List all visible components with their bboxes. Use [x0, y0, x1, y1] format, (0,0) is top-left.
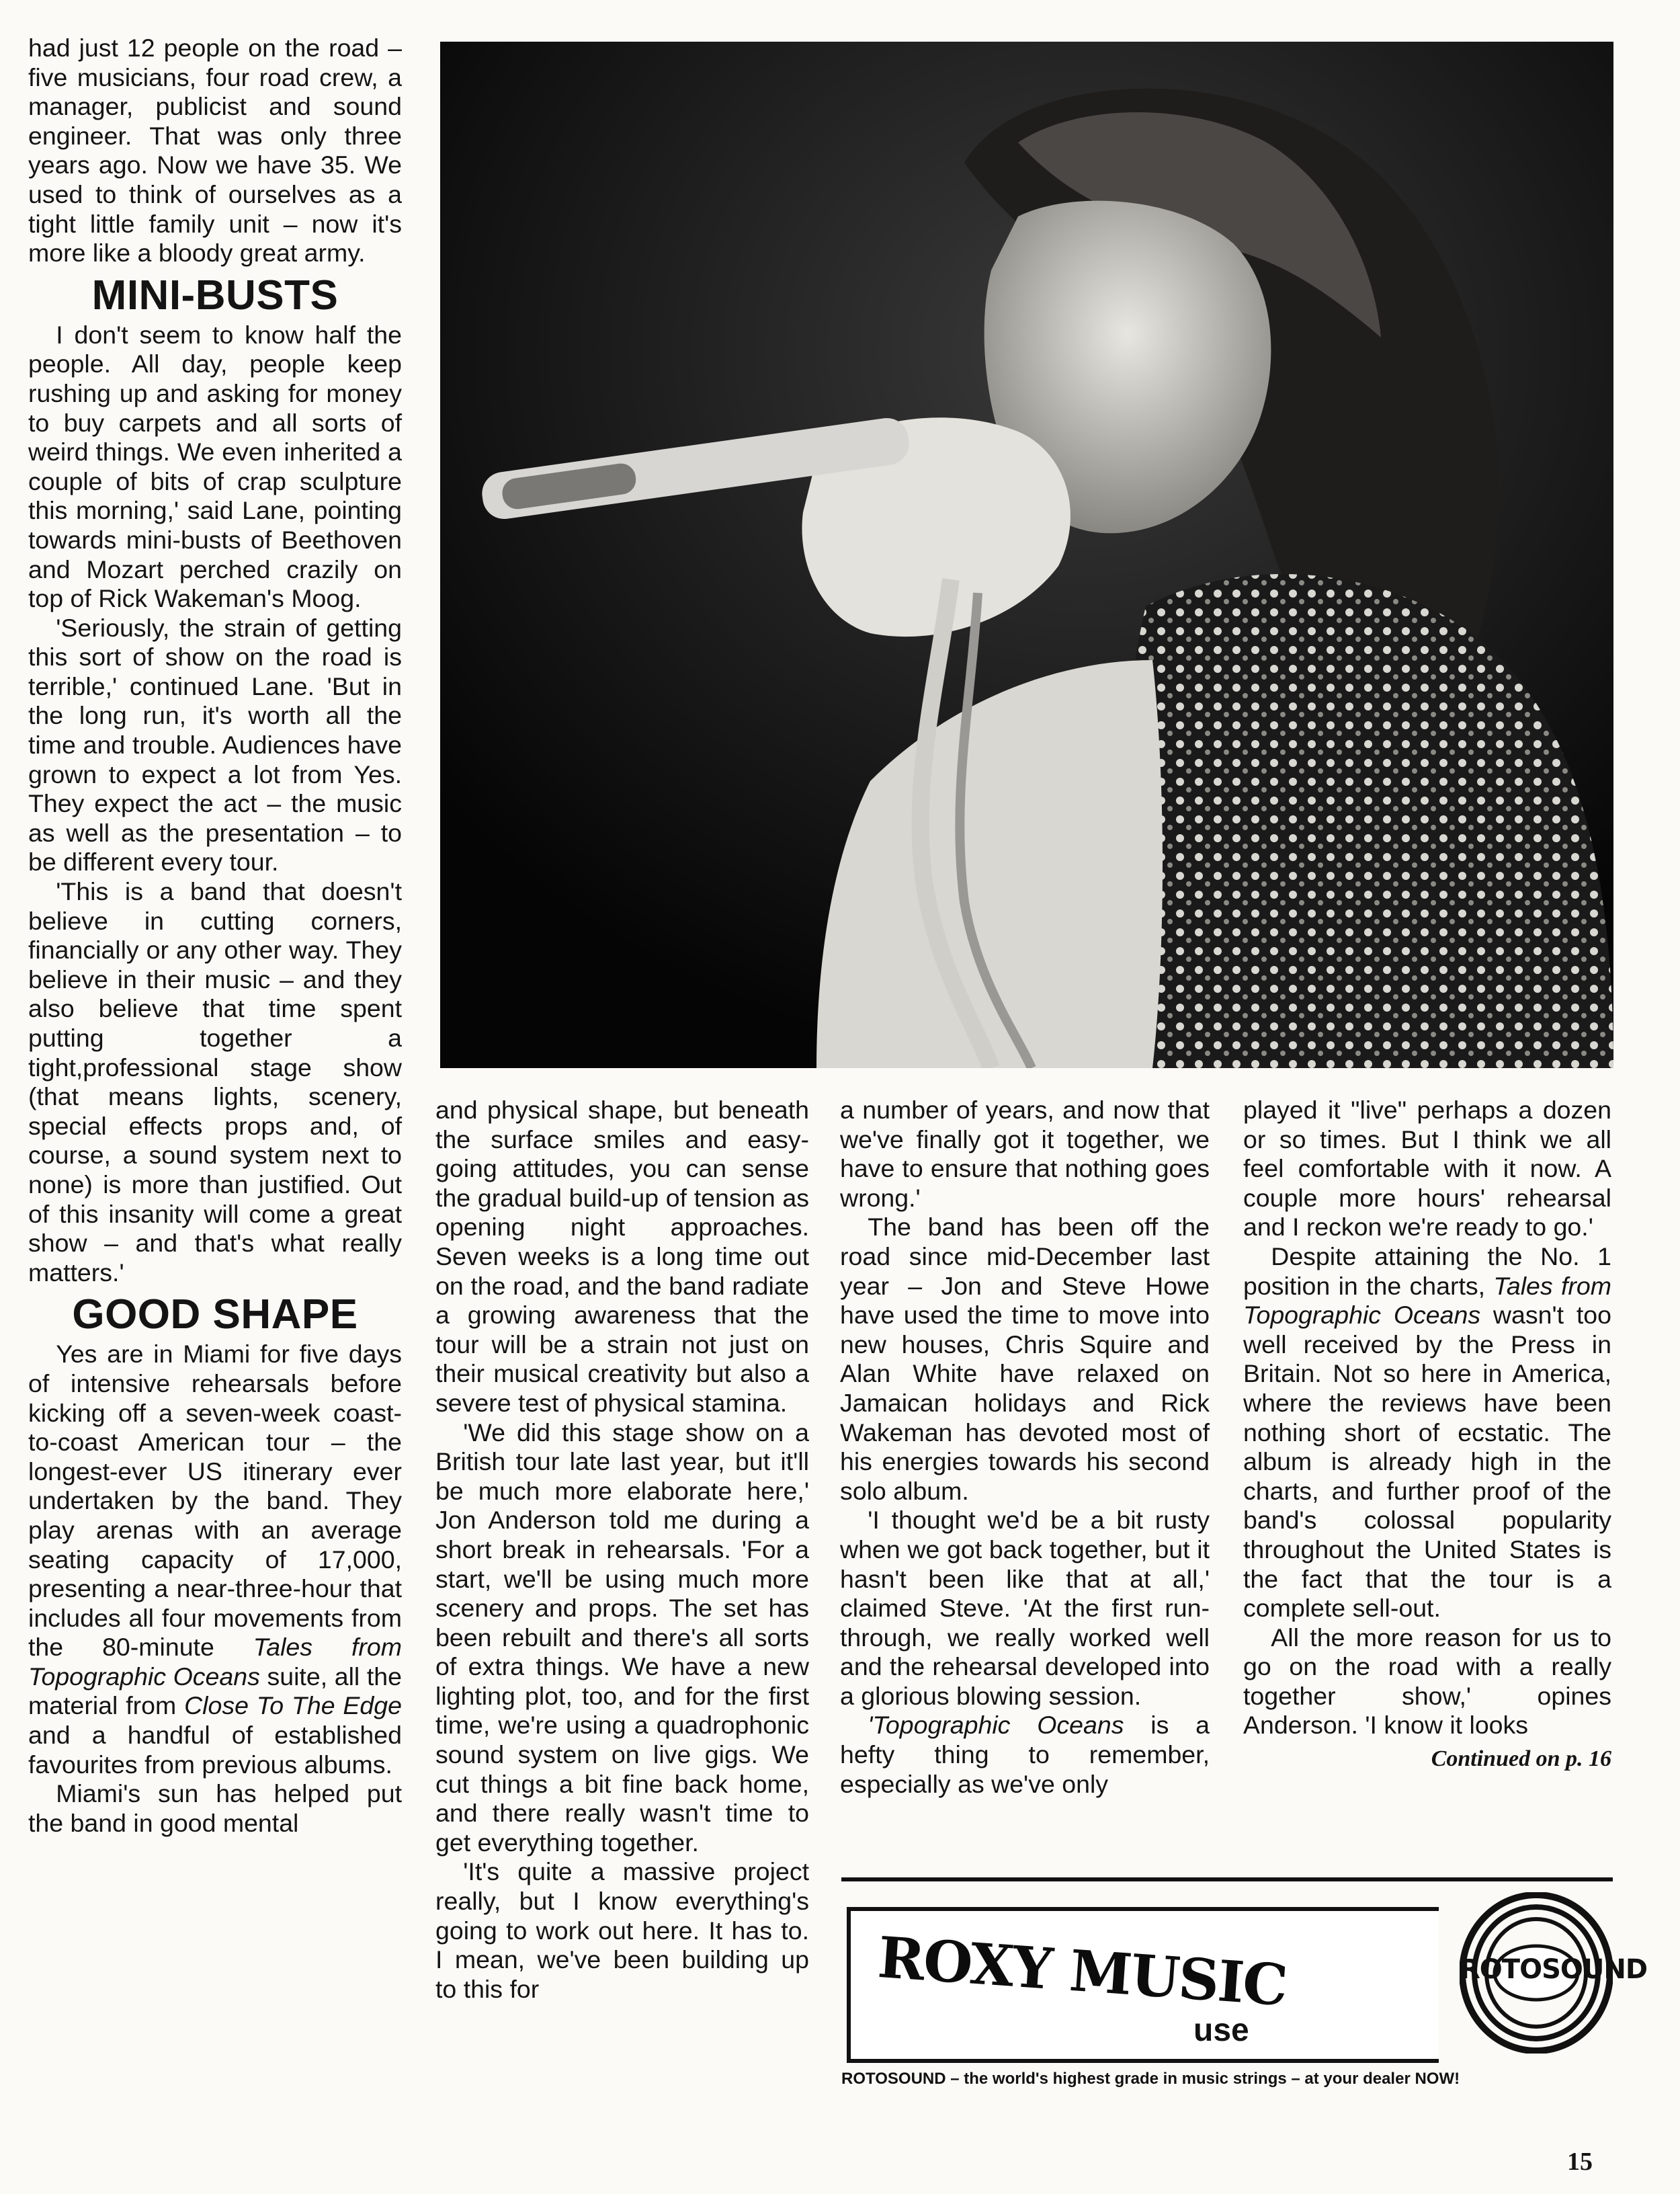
photo-singer-with-microphone [440, 42, 1613, 1068]
article-column-4 [1243, 1096, 1611, 1774]
paragraph: 'This is a band that doesn't believe in cutting corners, financially or any other way. They believe in their music – and they also believe that time spent putting together a tight,professional stage show (that means lights, scenery, special effects props and, of course, a sound system next to none) is more than justified. Out of this insanity will come a great show – and that's what really matters.' [28, 877, 402, 1287]
paragraph: played it "live" perhaps a dozen or so times. But I think we all feel comfortable with it now. A couple more hours' rehearsal and I reckon we're ready to go.' [1243, 1096, 1611, 1242]
section-heading-good-shape: GOOD SHAPE [72, 1291, 358, 1338]
text-run: Despite attaining the No. 1 position in the charts, [1243, 1242, 1611, 1300]
paragraph: and physical shape, but beneath the surface smiles and easy-going attitudes, you can sense the gradual build-up of tension as opening night approaches. Seven weeks is a long time out on the road, and the band radiate a growing awareness that the tour will be a strain not just on their musical creativity but also a severe test of physical stamina. [435, 1096, 809, 1417]
paragraph: 'It's quite a massive project really, but I know everything's going to work out here. It has to. I mean, we've been building up to this for [435, 1857, 809, 2003]
paragraph: All the more reason for us to go on the road with a really together show,' opines Anderson. 'I know it looks [1243, 1623, 1611, 1740]
rotosound-wordmark: ROTOSOUND [1460, 1954, 1648, 1985]
album-title: Tales from Topographic Oceans [1243, 1271, 1611, 1330]
rotosound-advert [841, 1877, 1648, 2093]
section-heading-mini-busts: MINI-BUSTS [91, 272, 339, 319]
rotosound-logo [1460, 1892, 1648, 2054]
paragraph: 'I thought we'd be a bit rusty when we got back together, but it hasn't been like that at all,' claimed Steve. 'At the first run-through, we really worked well and the rehearsal developed into a glorious blowing session. [840, 1506, 1210, 1710]
paragraph [1243, 1242, 1611, 1623]
continued-note: Continued on p. 16 [1431, 1746, 1611, 1772]
paragraph: The band has been off the road since mid-December last year – Jon and Steve Howe have used the time to move into new houses, Chris Squire and Alan White have relaxed on Jamaican holidays and Rick Wakeman has devoted most of his energies towards his second solo album. [840, 1213, 1210, 1505]
paragraph: Miami's sun has helped put the band in good mental [28, 1779, 402, 1837]
article-column-3 [840, 1096, 1210, 1799]
album-title: Tales from Topographic Oceans [28, 1633, 402, 1691]
paragraph: I don't seem to know half the people. All day, people keep rushing up and asking for money to buy carpets and all sorts of weird things. We even inherited a couple of bits of crap sculpture this morning,' said Lane, pointing towards mini-busts of Beethoven and Mozart perched crazily on top of Rick Wakeman's Moog. [28, 320, 402, 613]
paragraph: 'Seriously, the strain of getting this sort of show on the road is terrible,' continued Lane. 'But in the long run, it's worth all the time and trouble. Audiences have grown to expect a lot from Yes. They expect the act – the music as well as the presentation – to be different every tour. [28, 613, 402, 877]
article-column-1 [28, 34, 402, 1838]
text-run: is a hefty thing to remember, especially as we've only [840, 1711, 1210, 1798]
paragraph [28, 1340, 402, 1779]
text-run: Yes are in Miami for five days of intensive rehearsals before kicking off a seven-week coast-to-coast American tour – the longest-ever US itinerary ever undertaken by the band. They play arenas with an average seating capacity of 17,000, presenting a near-three-hour that includes all four movements from the 80-minute [28, 1340, 402, 1662]
paragraph: had just 12 people on the road – five musicians, four road crew, a manager, publicist and sound engineer. That was only three years ago. Now we have 35. We used to think of ourselves as a tight little family unit – now it's more like a bloody great army. [28, 34, 402, 268]
article-column-2 [435, 1096, 809, 2004]
paragraph [840, 1711, 1210, 1799]
text-run: suite, all the material from [28, 1662, 402, 1720]
singer-photo-icon [440, 42, 1613, 1068]
roxy-music-box [847, 1907, 1439, 2063]
text-run: wasn't too well received by the Press in Britain. Not so here in America, where the reviews have been nothing short of ecstatic. The album is already high in the charts, and further proof of the band's colossal popularity throughout the United States is the fact that the tour is a complete sell-out. [1243, 1301, 1611, 1623]
advert-rule [841, 1877, 1613, 1881]
paragraph: a number of years, and now that we've finally got it together, we have to ensure that nothing goes wrong.' [840, 1096, 1210, 1212]
album-title: 'Topographic Oceans [868, 1711, 1124, 1740]
album-title: Close To The Edge [184, 1691, 402, 1720]
paragraph: 'We did this stage show on a British tour late last year, but it'll be much more elaborate here,' Jon Anderson told me during a short break in rehearsals. 'For a start, we'll be using much more scenery and props. The set has been rebuilt and there's all sorts of extra things. We have a new lighting plot, too, and for the first time, we're using a quadrophonic sound system on live gigs. We cut things a bit fine back home, and there really wasn't time to get everything together. [435, 1418, 809, 1857]
roxy-music-logo: ROXY MUSIC [876, 1923, 1289, 2019]
use-word: use [1193, 2013, 1249, 2048]
text-run: and a handful of established favourites from previous albums. [28, 1721, 402, 1779]
advert-tagline: ROTOSOUND – the world's highest grade in music strings – at your dealer NOW! [841, 2070, 1460, 2088]
page-number: 15 [1567, 2148, 1593, 2176]
